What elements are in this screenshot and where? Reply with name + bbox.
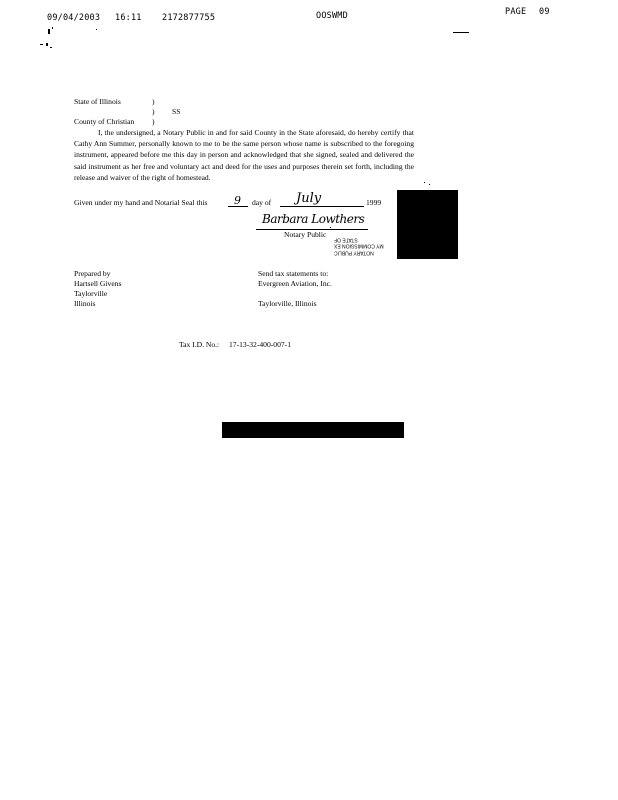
notary-title: Notary Public (284, 230, 327, 239)
scan-speck (330, 227, 331, 228)
prepared-by-city: Taylorville (74, 289, 108, 298)
day-value: 9 (234, 194, 241, 207)
notary-signature: Barbara Lowthers (262, 212, 365, 226)
notary-seal-mirror (334, 236, 398, 256)
scan-speck (424, 182, 425, 183)
header-rule (453, 32, 469, 33)
venue-ss: SS (172, 107, 181, 116)
fax-page-label: PAGE (505, 7, 527, 17)
redaction-bar (222, 422, 404, 438)
month-blank (280, 206, 364, 207)
prepared-by-state: Illinois (74, 299, 96, 308)
month-value: July (296, 191, 322, 206)
tax-id-value: 17-13-32-400-007-1 (229, 340, 292, 349)
seal-line: MY COMMISSION EX (334, 243, 384, 249)
tax-statements-name: Evergreen Aviation, Inc. (258, 279, 332, 288)
prepared-by-name: Hartsell Givens (74, 279, 122, 288)
prepared-by-label: Prepared by (74, 269, 111, 278)
fax-page-number: 09 (539, 7, 550, 17)
scan-speck (46, 43, 48, 46)
given-line-year: 1999 (366, 198, 382, 207)
tax-statements-label: Send tax statements to: (258, 269, 329, 278)
venue-bracket: ) (152, 117, 155, 126)
redaction-block (397, 190, 458, 259)
venue-state: State of Illinois (74, 97, 121, 106)
scan-speck (50, 47, 52, 48)
certification-text: I, the undersigned, a Notary Public in and for said County in the State aforesaid, do hereby certify that Cathy Ann Summer, personally known to me to be the same person whose name is subscribed to the foregoing instrument, appeared before me this day in person and acknowledged that she signed, sealed and delivered the said instrument as her free and voluntary act and deed for the uses and purposes therein set forth, including the release and waiver of the right of homestead. (74, 128, 414, 182)
fax-date: 09/04/2003 (47, 13, 101, 23)
fax-time: 16:11 (115, 13, 142, 23)
tax-id-label: Tax I.D. No.: (179, 340, 220, 349)
tax-statements-city: Taylorville, Illinois (258, 299, 317, 308)
venue-county: County of Christian (74, 117, 135, 126)
scan-speck (429, 184, 430, 185)
given-line-day-of: day of (252, 198, 272, 207)
seal-line: NOTARY PUBLIC (334, 249, 374, 256)
notary-certification (74, 127, 414, 183)
venue-bracket: ) (152, 107, 155, 116)
scan-speck (96, 29, 97, 30)
scan-speck (48, 29, 50, 34)
seal-line: STATE OF (334, 236, 358, 243)
scan-speck (40, 44, 43, 45)
fax-sender: OOSWMD (316, 11, 348, 21)
given-line-prefix: Given under my hand and Notarial Seal this (74, 198, 208, 207)
scan-speck (52, 27, 53, 29)
venue-bracket: ) (152, 97, 155, 106)
fax-phone: 2172877755 (162, 13, 216, 23)
